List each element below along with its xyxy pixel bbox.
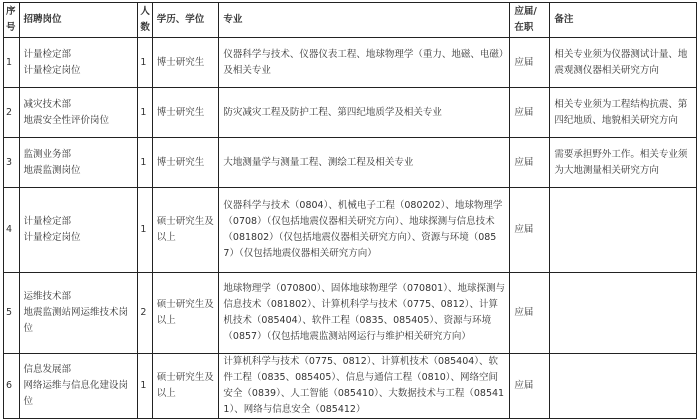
cell-count: 1 [138, 38, 152, 88]
cell-note: 相关专业须为工程结构抗震、第四纪地质、地貌相关研究方向 [550, 88, 697, 138]
cell-education: 博士研究生 [152, 38, 219, 88]
cell-education: 硕士研究生及以上 [152, 188, 219, 273]
cell-note: 相关专业须为仪器测试计量、地震观测仪器相关研究方向 [550, 38, 697, 88]
cell-count: 1 [138, 88, 152, 138]
cell-no: 4 [4, 188, 20, 273]
cell-major: 仪器科学与技术、仪器仪表工程、地球物理学（重力、地磁、电磁）及相关专业 [219, 38, 510, 88]
cell-count: 1 [138, 354, 152, 419]
cell-status: 应届 [510, 273, 550, 354]
cell-position: 运维技术部 地震监测站网运维技术岗位 [19, 273, 138, 354]
cell-count: 2 [138, 273, 152, 354]
header-major: 专业 [219, 3, 510, 38]
cell-position: 减灾技术部 地震安全性评价岗位 [19, 88, 138, 138]
cell-education: 硕士研究生及以上 [152, 354, 219, 419]
table-row [4, 38, 697, 88]
cell-note [550, 188, 697, 273]
cell-status: 应届 [510, 88, 550, 138]
cell-education: 博士研究生 [152, 88, 219, 138]
table-row [4, 354, 697, 419]
cell-status: 应届 [510, 38, 550, 88]
cell-status: 应届 [510, 188, 550, 273]
header-education: 学历、学位 [152, 3, 219, 38]
cell-education: 博士研究生 [152, 138, 219, 188]
header-count: 人数 [138, 3, 152, 38]
cell-note: 需要承担野外工作。相关专业须为大地测量相关研究方向 [550, 138, 697, 188]
cell-count: 1 [138, 138, 152, 188]
header-note: 备注 [550, 3, 697, 38]
cell-position: 计量检定部 计量检定岗位 [19, 38, 138, 88]
cell-note [550, 273, 697, 354]
header-no: 序号 [4, 3, 20, 38]
cell-major: 地球物理学（070800）、固体地球物理学（070801）、地球探测与信息技术（081802）、计算机科学与技术（0775、0812）、计算机技术（085404）、软件工程（0835、085405）、资源与环境（0857）（仅包括地震监测站网运行与维护相关研究方向） [219, 273, 510, 354]
cell-position: 计量检定部 计量检定岗位 [19, 188, 138, 273]
header-status: 应届/在职 [510, 3, 550, 38]
table-row [4, 88, 697, 138]
cell-count: 1 [138, 188, 152, 273]
cell-no: 1 [4, 38, 20, 88]
cell-position: 监测业务部 地震监测岗位 [19, 138, 138, 188]
header-position: 招聘岗位 [19, 3, 138, 38]
cell-note [550, 354, 697, 419]
table-header-row [4, 3, 697, 38]
cell-status: 应届 [510, 354, 550, 419]
table-row [4, 273, 697, 354]
cell-no: 5 [4, 273, 20, 354]
table-row [4, 188, 697, 273]
recruitment-table [3, 2, 697, 419]
cell-major: 计算机科学与技术（0775、0812）、计算机技术（085404）、软件工程（0835、085405）、信息与通信工程（0810）、网络空间安全（0839）、人工智能（085410）、大数据技术与工程（085411）、网络与信息安全（085412） [219, 354, 510, 419]
cell-no: 6 [4, 354, 20, 419]
cell-status: 应届 [510, 138, 550, 188]
cell-no: 2 [4, 88, 20, 138]
table-row [4, 138, 697, 188]
cell-major: 防灾减灾工程及防护工程、第四纪地质学及相关专业 [219, 88, 510, 138]
cell-education: 硕士研究生及以上 [152, 273, 219, 354]
cell-major: 大地测量学与测量工程、测绘工程及相关专业 [219, 138, 510, 188]
cell-major: 仪器科学与技术（0804）、机械电子工程（080202）、地球物理学（0708）（仅包括地震仪器相关研究方向）、地球探测与信息技术（081802）（仅包括地震仪器相关研究方向）、资源与环境（0857）（仅包括地震仪器相关研究方向） [219, 188, 510, 273]
cell-position: 信息发展部 网络运维与信息化建设岗位 [19, 354, 138, 419]
cell-no: 3 [4, 138, 20, 188]
